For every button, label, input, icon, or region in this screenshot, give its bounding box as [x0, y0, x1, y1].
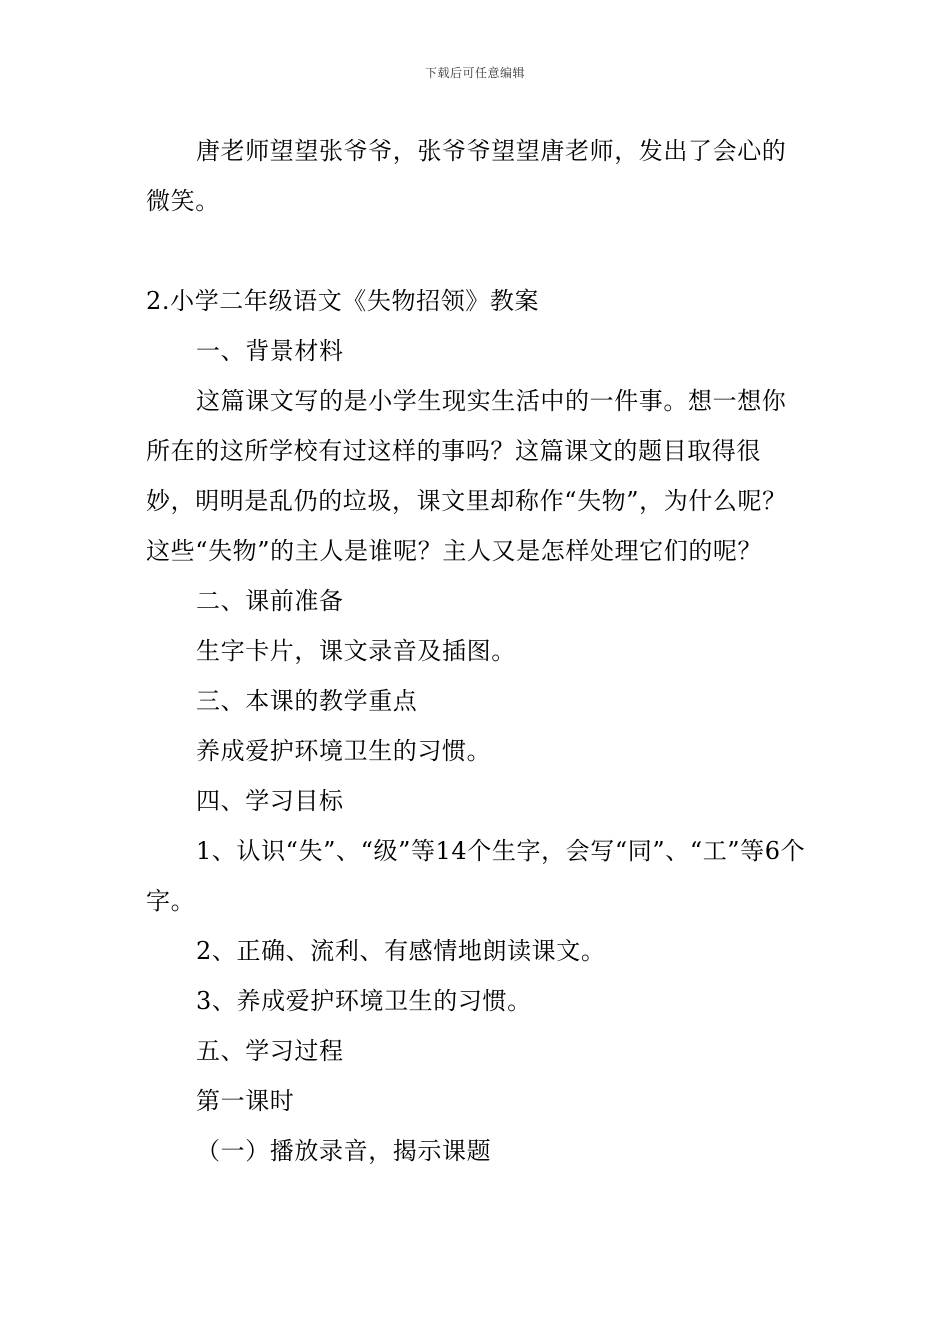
- section-body-background: 这篇课文写的是小学生现实生活中的一件事。想一想你所在的这所学校有过这样的事吗？这篇课文的题目取得很妙，明明是乱仍的垃圾，课文里却称作“失物”，为什么呢？这些“失物”的主人是谁呢？主人又是怎样处理它们的呢？: [146, 387, 787, 565]
- section-heading-objectives: 四、学习目标: [196, 787, 344, 815]
- objective-item-1: 1、认识“失”、“级”等14个生字，会写“同”、“工”等6个字。: [146, 837, 806, 915]
- section-heading-process: 五、学习过程: [196, 1037, 344, 1065]
- paragraph-smile: 唐老师望望张爷爷，张爷爷望望唐老师，发出了会心的微笑。: [146, 137, 787, 215]
- section-heading-preparation: 二、课前准备: [196, 587, 344, 615]
- objective-item-3: 3、养成爱护环境卫生的习惯。: [196, 987, 532, 1015]
- process-step-1: （一）播放录音，揭示课题: [196, 1137, 492, 1165]
- section-body-focus: 养成爱护环境卫生的习惯。: [196, 737, 492, 765]
- objective-item-2: 2、正确、流利、有感情地朗读课文。: [196, 937, 606, 965]
- document-body: [146, 126, 806, 1176]
- section-heading-background: 一、背景材料: [196, 337, 344, 365]
- header-note: 下载后可任意编辑: [424, 66, 525, 80]
- section-heading-focus: 三、本课的教学重点: [196, 687, 418, 715]
- lesson-period-label: 第一课时: [196, 1087, 295, 1115]
- paragraph-gap: [146, 226, 806, 276]
- lesson-title: 2.小学二年级语文《失物招领》教案: [146, 287, 540, 315]
- section-body-preparation: 生字卡片，课文录音及插图。: [196, 637, 516, 665]
